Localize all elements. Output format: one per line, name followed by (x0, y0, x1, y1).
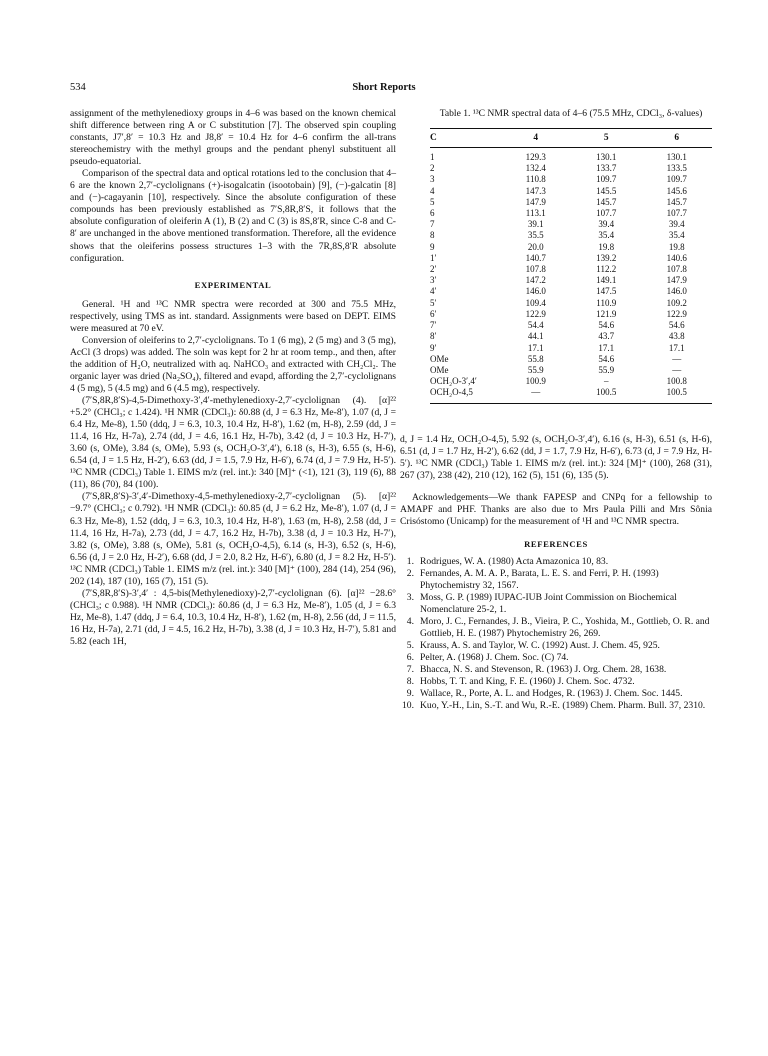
reference-number: 9. (406, 688, 414, 700)
table-cell: 130.1 (666, 152, 687, 163)
table-cell: 35.4 (598, 230, 615, 241)
table-row (430, 242, 712, 253)
table-row (430, 197, 712, 208)
reference-text: Moro, J. C., Fernandes, J. B., Vieira, P. C., Yoshida, M., Gottlieb, O. R. and Gottlieb, H. E. (1987) Phytochemistry 26, 269. (420, 616, 710, 640)
table-cell: 147.5 (596, 286, 617, 297)
table-cell: 146.0 (525, 286, 546, 297)
table-row (430, 230, 712, 241)
table-cell: 44.1 (527, 331, 544, 342)
table-header-cell: 4 (501, 129, 572, 148)
section-heading-references: REFERENCES (524, 538, 588, 549)
table-cell: 5′ (430, 297, 437, 308)
table-cell: OMe (430, 364, 449, 375)
reference-item (400, 616, 712, 640)
table-header-cell: 6 (642, 129, 713, 148)
section-heading-experimental: EXPERIMENTAL (194, 279, 272, 290)
paragraph-general: General. ¹H and ¹³C NMR spectra were recorded at 300 and 75.5 MHz, respectively, using TMS as int. standard. Assignments were based on DEPT. EIMS were measured at 70 eV. (70, 298, 396, 334)
reference-number: 8. (406, 676, 414, 688)
table-cell: 17.1 (668, 342, 685, 353)
table-cell: 7′ (430, 320, 437, 331)
reference-text: Pelter, A. (1968) J. Chem. Soc. (C) 74. (420, 652, 569, 664)
table-cell: 9 (430, 241, 435, 252)
table-cell: 35.5 (527, 230, 544, 241)
reference-text: Kuo, Y.-H., Lin, S.-T. and Wu, R.-E. (1989) Chem. Pharm. Bull. 37, 2310. (420, 700, 706, 712)
table-cell: — (672, 364, 682, 375)
table-row (430, 208, 712, 219)
table-cell: 55.9 (598, 364, 615, 375)
paragraph-compound-5: (7′S,8R,8′S)-3′,4′-Dimethoxy-4,5-methylenedioxy-2,7′-cyclolignan (5). [α]²² −9.7° (CHCl₃; c 0.792). ¹H NMR (CDCl₃): δ0.85 (d, J = 6.2 Hz, Me-8′), 1.07 (d, J = 6.3 Hz, Me-8), 1.52 (ddq, J = 6.3, 10.3, 10.4 Hz, H-8′), 1.63 (m, H-8), 2.58 (dd, J = 11.4, 16 Hz, H-7a), 2.73 (dd, J = 4.7, 16.2 Hz, H-7b), 3.38 (d, J = 10.3 Hz, H-7′), 3.82 (s, OMe), 3.88 (s, OMe), 5.81 (s, OCH₂O-4,5), 6.14 (s, H-3), 6.52 (s, H-6), 6.56 (d, J = 2.0 Hz, H-2′), 6.68 (dd, J = 2.0, 8.2 Hz, H-6′), 6.80 (d, J = 8.2 Hz, H-5′). ¹³C NMR (CDCl₃) Table 1. EIMS m/z (rel. int.): 340 [M]⁺ (100), 284 (14), 254 (96), 202 (14), 187 (10), 165 (7), 151 (5). (70, 491, 396, 587)
table-cell: 8′ (430, 331, 437, 342)
table-cell: 109.7 (666, 174, 687, 185)
table-row (430, 148, 712, 164)
table-cell: 147.2 (525, 275, 546, 286)
reference-number: 2. (406, 567, 414, 579)
table-cell: 122.9 (525, 308, 546, 319)
table-cell: 147.9 (666, 275, 687, 286)
table-row (430, 309, 712, 320)
table-cell: 146.0 (666, 286, 687, 297)
table-header-cell: 5 (571, 129, 642, 148)
table-cell: 17.1 (527, 342, 544, 353)
table-row (430, 186, 712, 197)
table-row (430, 354, 712, 365)
table-cell: 145.5 (596, 185, 617, 196)
table-cell: 6 (430, 208, 435, 219)
table-cell: 109.7 (596, 174, 617, 185)
reference-text: Bhacca, N. S. and Stevenson, R. (1963) J. Org. Chem. 28, 1638. (420, 664, 667, 676)
table-cell: 109.4 (525, 297, 546, 308)
table-cell: 110.9 (596, 297, 617, 308)
reference-list (400, 556, 712, 713)
table-cell: 110.8 (525, 174, 546, 185)
table-row (430, 298, 712, 309)
table-row (430, 264, 712, 275)
table-cell: 39.1 (527, 219, 544, 230)
table-cell: 54.6 (598, 320, 615, 331)
reference-item (400, 652, 712, 664)
paragraph-comparison: Comparison of the spectral data and optical rotations led to the conclusion that 4–6 are the known 2,7′-cyclolignans (+)-isogalcatin (isootobain) [9], (−)-galcatin [8] and (−)-cagayanin [10], respectively. Since the absolute configuration of these compounds has been previously established as 7′S,8R,8′S, it follows that the absolute configuration of oleiferin A (1), B (2) and C (3) is 8S,8′R, since C-8 and C-8′ are unchanged in the above mentioned transformation. Therefore, all the evidence shows that the oleiferins possess structures 1–3 with the 7R,8S,8′R absolute configuration. (70, 168, 396, 264)
table-cell: 3′ (430, 275, 437, 286)
table-cell: 1 (430, 152, 435, 163)
table-cell: 1′ (430, 252, 437, 263)
reference-item (400, 640, 712, 652)
table-row (430, 387, 712, 403)
table-cell: OMe (430, 353, 449, 364)
left-column (70, 108, 396, 648)
table-caption: Table 1. ¹³C NMR spectral data of 4–6 (75.5 MHz, CDCl₃, δ-values) (439, 108, 703, 119)
table-cell: – (604, 376, 609, 387)
acknowledgements: Acknowledgements—We thank FAPESP and CNPq for a fellowship to AMAPF and PHF. Thanks are also due to Mrs Paula Pilli and Mrs Sônia Crisóstomo (Unicamp) for the measurement of ¹H and ¹³C NMR spectra. (400, 491, 712, 527)
right-column (400, 108, 712, 713)
reference-number: 3. (406, 592, 414, 604)
running-header (70, 82, 698, 96)
table-cell: 100.8 (666, 376, 687, 387)
table-cell: 109.2 (666, 297, 687, 308)
table-cell: 145.7 (596, 196, 617, 207)
table-cell: 20.0 (527, 241, 544, 252)
table-cell: 147.9 (525, 196, 546, 207)
table-cell: 122.9 (666, 308, 687, 319)
reference-text: Hobbs, T. T. and King, F. E. (1960) J. Chem. Soc. 4732. (420, 676, 635, 688)
nmr-table (430, 128, 712, 404)
reference-text: Fernandes, A. M. A. P., Barata, L. E. S. and Ferri, P. H. (1993) Phytochemistry 32, 1567. (420, 567, 659, 591)
table-cell: 4 (430, 185, 435, 196)
table-row (430, 320, 712, 331)
reference-number: 10. (402, 700, 414, 712)
table-cell: 35.4 (668, 230, 685, 241)
reference-item (400, 556, 712, 568)
table-cell: — (501, 387, 572, 403)
table-cell: 145.6 (666, 185, 687, 196)
table-cell: 100.5 (571, 387, 642, 403)
table-cell: 121.9 (596, 308, 617, 319)
table-cell: 140.7 (525, 252, 546, 263)
table-cell: 133.5 (666, 163, 687, 174)
table-cell: 130.1 (596, 152, 617, 163)
table-cell: 19.8 (668, 241, 685, 252)
table-row (430, 286, 712, 297)
table-cell: 2 (430, 163, 435, 174)
table-cell: 54.6 (668, 320, 685, 331)
reference-number: 4. (406, 616, 414, 628)
reference-number: 1. (406, 555, 414, 567)
table-cell: 19.8 (598, 241, 615, 252)
table-cell: OCH₂O-4,5 (430, 387, 501, 403)
table-cell: 107.7 (666, 208, 687, 219)
table-cell: 17.1 (598, 342, 615, 353)
table-cell: 100.5 (642, 387, 713, 403)
table-row (430, 174, 712, 185)
paragraph-compound-4: (7′S,8R,8′S)-4,5-Dimethoxy-3′,4′-methylenedioxy-2,7′-cyclolignan (4). [α]²² +5.2° (CHCl₃; c 1.424). ¹H NMR (CDCl₃): δ0.88 (d, J = 6.3 Hz, Me-8′), 1.07 (d, J = 6.4 Hz, Me-8), 1.50 (ddq, J = 6.3, 10.3, 10.4 Hz, H-8′), 1.62 (m, H-8), 2.59 (dd, J = 11.4, 16 Hz, H-7a), 2.74 (dd, J = 4.6, 16.1 Hz, H-7b), 3.42 (d, J = 10.3 Hz, H-7′), 3.60 (s, OMe), 3.84 (s, OMe), 5.93 (s, OCH₂O-3′,4′), 6.18 (s, H-3), 6.55 (s, H-6), 6.54 (d, J = 1.5 Hz, H-2′), 6.63 (dd, J = 1.5, 7.9 Hz, H-6′), 6.74 (d, J = 7.9 Hz, H-5′). ¹³C NMR (CDCl₃) Table 1. EIMS m/z (rel. int.): 340 [M]⁺ (<1), 121 (3), 119 (6), 88 (11), 86 (70), 84 (100). (70, 395, 396, 491)
table-cell: — (672, 353, 682, 364)
reference-item (400, 664, 712, 676)
table-cell: OCH₂O-3′,4′ (430, 376, 477, 387)
table-cell: 140.6 (666, 252, 687, 263)
reference-text: Wallace, R., Porte, A. L. and Hodges, R. (1963) J. Chem. Soc. 1445. (420, 688, 683, 700)
table-cell: 107.7 (596, 208, 617, 219)
reference-number: 7. (406, 664, 414, 676)
reference-item (400, 592, 712, 616)
table-cell: 112.2 (596, 264, 617, 275)
reference-number: 5. (406, 640, 414, 652)
table-cell: 43.7 (598, 331, 615, 342)
table-cell: 55.9 (527, 364, 544, 375)
running-title: Short Reports (352, 82, 416, 93)
table-cell: 7 (430, 219, 435, 230)
table-cell: 55.8 (527, 353, 544, 364)
table-row (430, 219, 712, 230)
reference-text: Krauss, A. S. and Taylor, W. C. (1992) Aust. J. Chem. 45, 925. (420, 640, 660, 652)
reference-text: Rodrigues, W. A. (1980) Acta Amazonica 10, 83. (420, 555, 609, 567)
table-cell: 113.1 (525, 208, 546, 219)
table-row (430, 331, 712, 342)
reference-number: 6. (406, 652, 414, 664)
table-cell: 139.2 (596, 252, 617, 263)
paragraph-compound-6: (7′S,8R,8′S)-3′,4′ : 4,5-bis(Methylenedioxy)-2,7′-cyclolignan (6). [α]²² −28.6° (CHCl₃; c 0.988). ¹H NMR (CDCl₃): δ0.86 (d, J = 6.3 Hz, Me-8′), 1.05 (d, J = 6.3 Hz, Me-8), 1.47 (ddq, J = 6.4, 10.3, 10.4 Hz, H-8′), 1.62 (m, H-8), 2.56 (dd, J = 11.5, 16 Hz, H-7a), 2.71 (dd, J = 4.5, 16.2 Hz, H-7b), 3.38 (d, J = 10.3 Hz, H-7′), 5.81 and 5.82 (each 1H, (70, 587, 396, 647)
paragraph-conversion: Conversion of oleiferins to 2,7′-cyclolignans. To 1 (6 mg), 2 (5 mg) and 3 (5 mg), AcCl (3 drops) was added. The soln was kept for 2 hr at room temp., and then, after the addition of H₂O, neutralized with aq. NaHCO₃ and extracted with CH₂Cl₂. The organic layer was dried (Na₂SO₄), filtered and evapd, affording the 2,7′-cyclolignans 4 (5 mg), 5 (4.5 mg) and 6 (4.5 mg), respectively. (70, 334, 396, 394)
table-cell: 39.4 (668, 219, 685, 230)
table-cell: 145.7 (666, 196, 687, 207)
table-cell: 149.1 (596, 275, 617, 286)
table-cell: 8 (430, 230, 435, 241)
table-cell: 2′ (430, 264, 437, 275)
reference-item (400, 676, 712, 688)
table-cell: 5 (430, 196, 435, 207)
table-cell: 6′ (430, 308, 437, 319)
table-cell: 3 (430, 174, 435, 185)
table-row (430, 253, 712, 264)
table-cell: 133.7 (596, 163, 617, 174)
table-cell: 132.4 (525, 163, 546, 174)
table-header-row (430, 129, 712, 148)
reference-item (400, 700, 712, 712)
table-cell: 39.4 (598, 219, 615, 230)
reference-text: Moss, G. P. (1989) IUPAC-IUB Joint Commission on Biochemical Nomenclature 25-2, 1. (420, 592, 677, 616)
reference-item (400, 688, 712, 700)
table-header-cell: C (430, 129, 501, 148)
table-cell: 4′ (430, 286, 437, 297)
table-cell: 9′ (430, 342, 437, 353)
table-cell: 100.9 (525, 376, 546, 387)
table-row (430, 163, 712, 174)
page-number: 534 (70, 82, 86, 93)
table-cell: 54.6 (598, 353, 615, 364)
paragraph-assignment: assignment of the methylenedioxy groups in 4–6 was based on the known chemical shift difference between ring A or C substitution [7]. The observed spin coupling constants, J7′,8′ = 10.3 Hz and J8,8′ = 10.4 Hz for 4–6 confirm the all-trans stereochemistry with the methyl groups and the pendant phenyl substituent all pseudo-equatorial. (70, 108, 396, 168)
table-body (430, 148, 712, 403)
table-cell: 147.3 (525, 185, 546, 196)
table-cell: 107.8 (525, 264, 546, 275)
table-cell: 107.8 (666, 264, 687, 275)
table-row (430, 376, 712, 387)
table-cell: 54.4 (527, 320, 544, 331)
reference-item (400, 568, 712, 592)
table-cell: 43.8 (668, 331, 685, 342)
table-cell: 129.3 (525, 152, 546, 163)
table-row (430, 275, 712, 286)
table-row (430, 343, 712, 354)
table-row (430, 365, 712, 376)
paragraph-compound-6-continued: d, J = 1.4 Hz, OCH₂O-4,5), 5.92 (s, OCH₂O-3′,4′), 6.16 (s, H-3), 6.51 (s, H-6), 6.51 (d, J = 1.7 Hz, H-2′), 6.62 (dd, J = 1.7, 7.9 Hz, H-6′), 6.73 (d, J = 7.9 Hz, H-5′). ¹³C NMR (CDCl₃) Table 1. EIMS m/z (rel. int.): 324 [M]⁺ (100), 268 (31), 267 (37), 238 (42), 210 (12), 162 (5), 151 (6), 135 (5). (400, 433, 712, 481)
